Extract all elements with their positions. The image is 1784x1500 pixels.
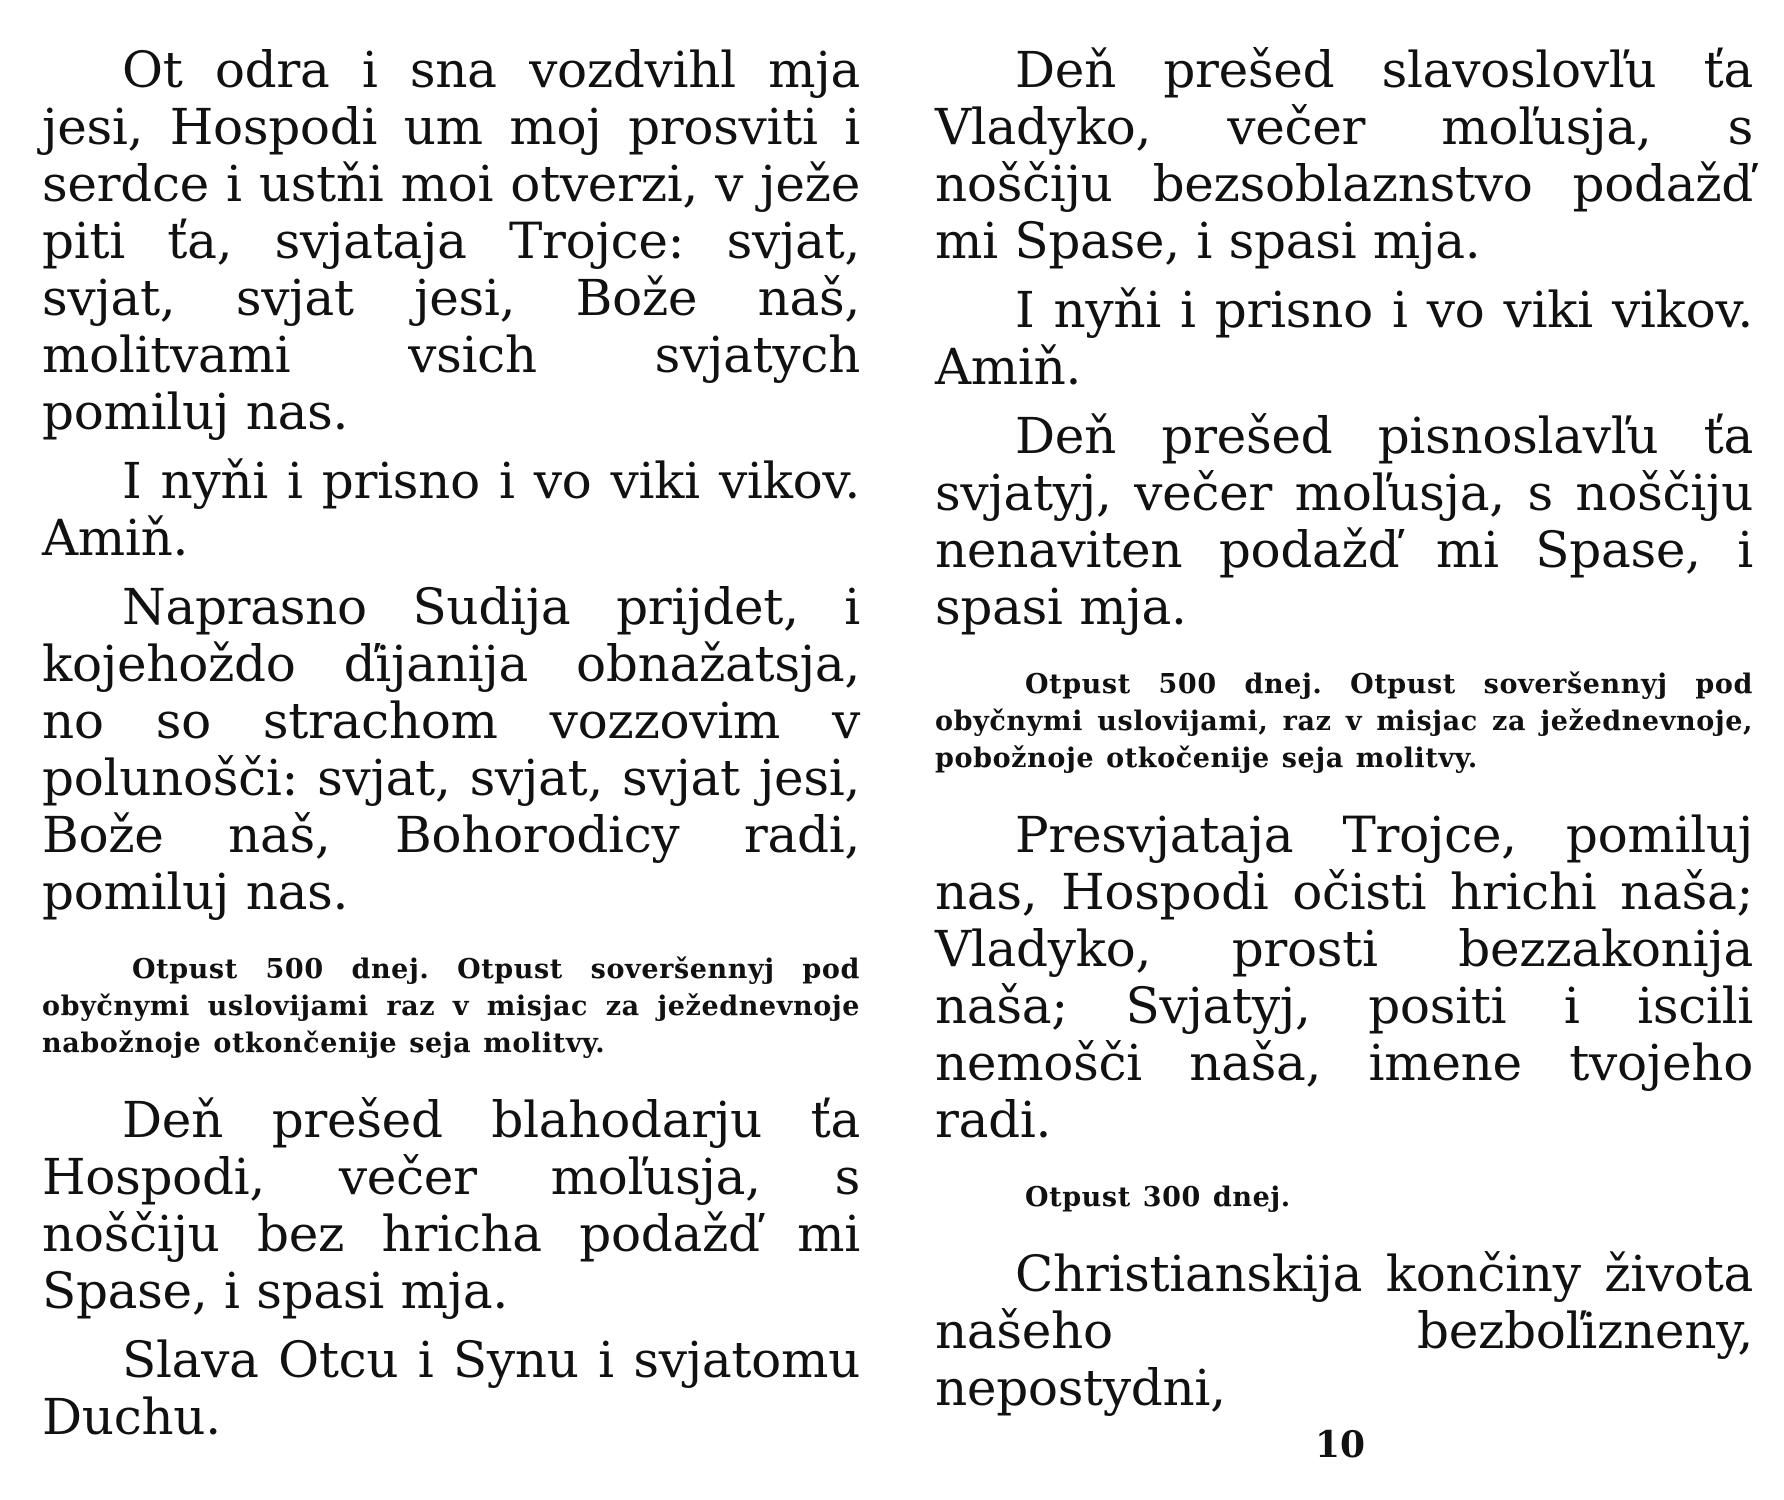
right-paragraph-2: I nyňi i prisno i vo viki vikov. Amiň.	[935, 281, 1753, 396]
right-paragraph-4: Presvjataja Trojce, pomiluj nas, Hospodi očisti hrichi naša; Vladyko, prosti bezzakonija naša; Svjatyj, positi i iscili nemošči naša, imene tvojeho radi.	[935, 806, 1753, 1149]
right-indulgence-note-2: Otpust 300 dnej.	[1025, 1182, 1291, 1213]
right-paragraph-5: Christianskija končiny života našeho bezboľizneny, nepostydni,	[935, 1245, 1753, 1417]
left-indulgence-note: Otpust 500 dnej. Otpust soveršennyj pod obyčnymi uslovijami raz v misjac za ježednevnoje nabožnoje otkončenije seja molitvy.	[42, 954, 860, 1059]
right-indulgence-note-1: Otpust 500 dnej. Otpust soveršennyj pod obyčnymi uslovijami, raz v misjac za ježednevnoje, pobožnoje otkočenije seja molitvy.	[935, 669, 1753, 774]
right-paragraph-1: Deň prešed slavoslovľu ťa Vladyko, večer moľusja, s noščiju bezsoblaznstvo podažď mi Spase, i spasi mja.	[935, 41, 1753, 270]
right-page	[935, 42, 1753, 1417]
right-paragraph-3: Deň prešed pisnoslavľu ťa svjatyj, večer moľusja, s noščiju nenaviten podažď mi Spase, i spasi mja.	[935, 407, 1753, 636]
left-paragraph-4: Deň prešed blahodarju ťa Hospodi, večer moľusja, s noščiju bez hricha podažď mi Spase, i spasi mja.	[42, 1091, 860, 1320]
left-page	[42, 42, 860, 1446]
left-paragraph-2: I nyňi i prisno i vo viki vikov. Amiň.	[42, 452, 860, 567]
left-paragraph-3: Naprasno Sudija prijdet, i kojehoždo ďijanija obnažatsja, no so strachom vozzovim v polunošči: svjat, svjat, svjat jesi, Bože naš, Bohorodicy radi, pomiluj nas.	[42, 578, 860, 921]
left-paragraph-5: Slava Otcu i Synu i svjatomu Duchu.	[42, 1331, 860, 1446]
page-number: 10	[1314, 1424, 1366, 1466]
left-paragraph-1: Ot odra i sna vozdvihl mja jesi, Hospodi um moj prosviti i serdce i ustňi moi otverzi, v ježe piti ťa, svjataja Trojce: svjat, svjat, svjat jesi, Bože naš, molitvami vsich svjatych pomiluj nas.	[42, 41, 860, 441]
